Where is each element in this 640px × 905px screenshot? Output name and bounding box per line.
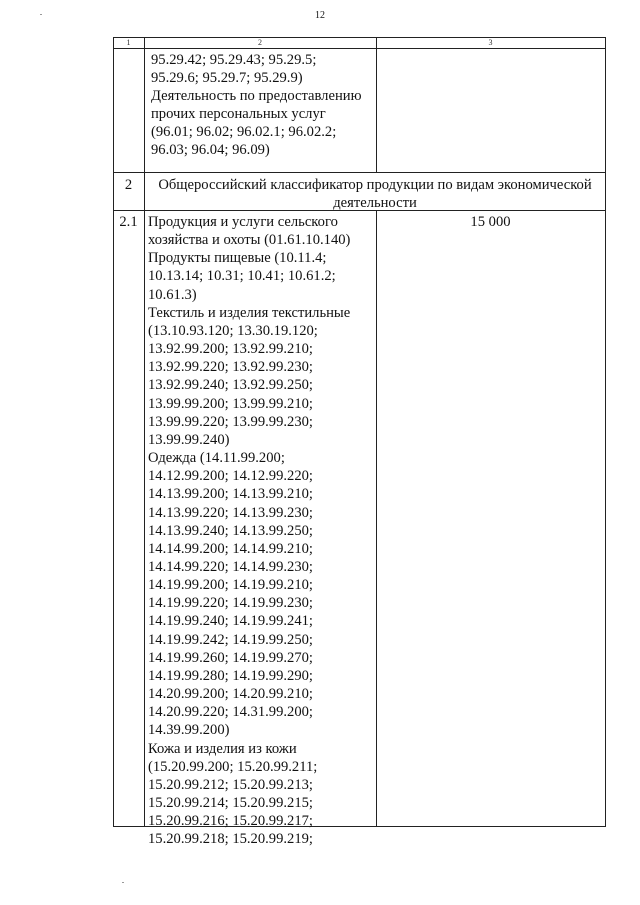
row-line: 14.39.99.200) bbox=[148, 722, 230, 739]
page-number: 12 bbox=[315, 10, 325, 21]
scan-speck bbox=[40, 14, 42, 15]
row-line: 10.13.14; 10.31; 10.41; 10.61.2; bbox=[148, 268, 336, 285]
row-line: (13.10.93.120; 13.30.19.120; bbox=[148, 322, 318, 339]
row-description bbox=[148, 213, 376, 848]
row-line: 15.20.99.218; 15.20.99.219; bbox=[148, 831, 313, 848]
row-line: 14.12.99.200; 14.12.99.220; bbox=[148, 468, 313, 485]
row-line: 14.19.99.240; 14.19.99.241; bbox=[148, 613, 313, 630]
row-line: 13.99.99.220; 13.99.99.230; bbox=[148, 413, 313, 430]
column-divider-2-lower bbox=[376, 210, 377, 827]
row-line: 13.92.99.240; 13.92.99.250; bbox=[148, 377, 313, 394]
continuation-line: прочих персональных услуг bbox=[151, 106, 326, 122]
table-right-border bbox=[605, 37, 606, 827]
row-number: 2.1 bbox=[119, 214, 138, 230]
column-divider-1 bbox=[144, 37, 145, 827]
row-line: 14.19.99.242; 14.19.99.250; bbox=[148, 631, 313, 648]
row-line: Продукты пищевые (10.11.4; bbox=[148, 250, 327, 267]
row-line: 14.20.99.220; 14.31.99.200; bbox=[148, 704, 313, 721]
header-col-2: 2 bbox=[258, 38, 262, 47]
row-line: 14.14.99.200; 14.14.99.210; bbox=[148, 540, 313, 557]
row-line: 14.13.99.240; 14.13.99.250; bbox=[148, 522, 313, 539]
continuation-line: 96.03; 96.04; 96.09) bbox=[151, 142, 270, 158]
header-bottom-border bbox=[113, 48, 605, 49]
section-title: Общероссийский классификатор продукции по видам экономической деятельности bbox=[158, 177, 592, 211]
row-line: 15.20.99.212; 15.20.99.213; bbox=[148, 776, 313, 793]
continuation-cell bbox=[151, 51, 376, 159]
row-line: 15.20.99.214; 15.20.99.215; bbox=[148, 795, 313, 811]
row-line: 14.19.99.200; 14.19.99.210; bbox=[148, 577, 313, 594]
continuation-line: Деятельность по предоставлению bbox=[151, 88, 362, 104]
row-line: 13.92.99.200; 13.92.99.210; bbox=[148, 341, 313, 358]
row-line: Текстиль и изделия текстильные bbox=[148, 304, 351, 321]
row-line: 13.99.99.240) bbox=[148, 431, 230, 448]
scan-speck bbox=[122, 882, 124, 883]
column-divider-2-upper bbox=[376, 37, 377, 173]
continuation-line: 95.29.6; 95.29.7; 95.29.9) bbox=[151, 70, 303, 86]
row-line: Одежда (14.11.99.200; bbox=[148, 450, 285, 467]
section-number: 2 bbox=[124, 177, 133, 193]
row-line: 14.20.99.200; 14.20.99.210; bbox=[148, 686, 313, 703]
row-line: 13.92.99.220; 13.92.99.230; bbox=[148, 359, 313, 376]
row-line: 14.13.99.200; 14.13.99.210; bbox=[148, 486, 313, 503]
row-line: 14.13.99.220; 14.13.99.230; bbox=[148, 504, 313, 521]
section-top-border bbox=[113, 172, 605, 173]
table-left-border bbox=[113, 37, 114, 827]
continuation-line: 95.29.42; 95.29.43; 95.29.5; bbox=[151, 52, 317, 68]
row-line: 10.61.3) bbox=[148, 286, 197, 303]
row-line: 14.19.99.260; 14.19.99.270; bbox=[148, 649, 313, 666]
row-line: (15.20.99.200; 15.20.99.211; bbox=[148, 758, 318, 775]
row-line: Продукция и услуги сельского bbox=[148, 214, 338, 230]
header-col-1: 1 bbox=[126, 38, 131, 47]
row-line: 14.14.99.220; 14.14.99.230; bbox=[148, 558, 313, 575]
row-line: Кожа и изделия из кожи bbox=[148, 740, 297, 757]
row-line: 14.19.99.220; 14.19.99.230; bbox=[148, 595, 313, 612]
row-line: 13.99.99.200; 13.99.99.210; bbox=[148, 395, 313, 412]
row-line: 14.19.99.280; 14.19.99.290; bbox=[148, 667, 313, 684]
row-line: 15.20.99.216; 15.20.99.217; bbox=[148, 813, 313, 830]
row-value: 15 000 bbox=[470, 214, 511, 230]
continuation-line: (96.01; 96.02; 96.02.1; 96.02.2; bbox=[151, 124, 337, 140]
row-line: хозяйства и охоты (01.61.10.140) bbox=[148, 232, 351, 249]
header-col-3: 3 bbox=[488, 38, 493, 47]
